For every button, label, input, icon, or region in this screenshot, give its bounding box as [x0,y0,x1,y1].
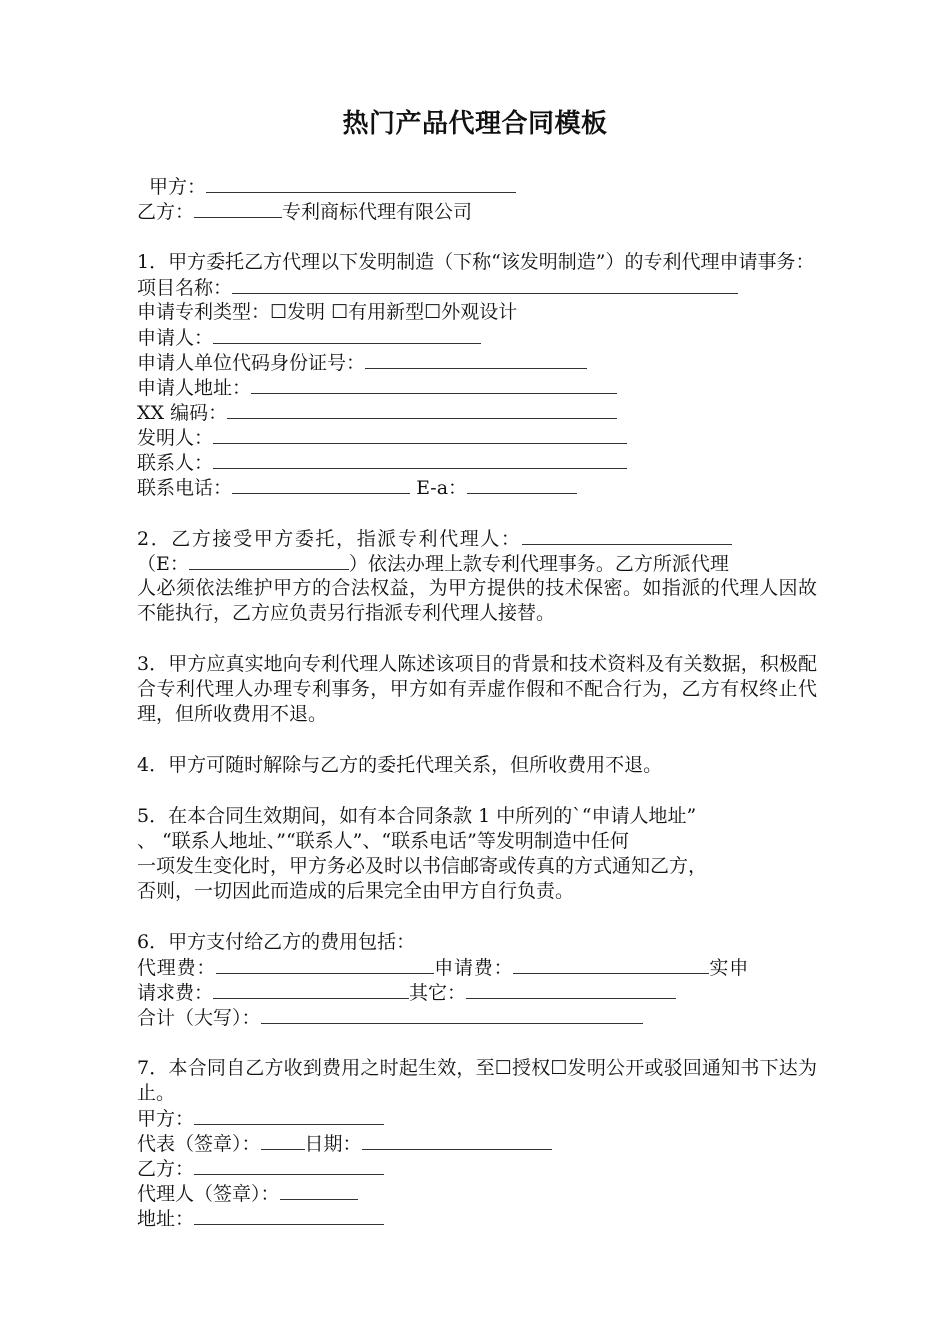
total-blank [261,1005,643,1024]
party-b-label: 乙方： [137,201,195,223]
applicant-line [137,325,817,350]
date-label: 日期： [304,1133,362,1155]
party-b-blank [194,199,282,218]
applicant-address-blank [251,375,617,394]
applicant-id-line [137,350,817,375]
contact-line [137,450,817,475]
rep-sign-line [137,1131,817,1156]
fees-line-1 [137,955,817,980]
document-title: 热门产品代理合同模板 [342,109,608,139]
sign-party-b-blank [194,1156,384,1175]
party-a-line [137,174,817,199]
party-a-label: 甲方： [149,176,207,198]
agent-email-blank [189,551,349,570]
clause-7-text: 7．本合同自乙方收到费用之时起生效，至☐授权☐发明公开或驳回通知书下达为止。 [137,1057,817,1104]
total-label: 合计（大写）： [137,1007,261,1029]
address-label: 地址： [137,1208,195,1230]
applicant-address-label: 申请人地址： [137,377,252,399]
project-name-blank [232,275,738,294]
clause-2-e-suffix: ）依法办理上款专利代理事务。乙方所派代理 [348,553,729,575]
agent-sign-label: 代理人（签章）： [137,1183,280,1205]
applicant-label: 申请人： [137,327,214,349]
rep-sign-blank [261,1131,305,1150]
total-line [137,1005,817,1030]
applicant-id-blank [365,350,587,369]
inventor-blank [213,425,627,444]
clause-2-rest: 人必须依法维护甲方的合法权益，为甲方提供的技术保密。如指派的代理人因故不能执行，乙方应负责另行指派专利代理人接替。 [137,577,817,624]
address-blank [194,1206,384,1225]
sign-party-a-blank [194,1106,384,1125]
agency-fee-label: 代理费： [137,957,217,979]
clause-5-line-1: 5．在本合同生效期间，如有本合同条款 1 中所列的`“申请人地址” [137,805,697,827]
opt-invention-checkbox[interactable]: ☐发明 [270,301,326,323]
clause-5-line-2: 、 “联系人地址、”“联系人”、“联系电话”等发明制造中任何 [137,830,629,852]
email-blank [467,475,577,494]
party-a-blank [206,174,516,193]
clause-1-text: 1．甲方委托乙方代理以下发明制造（下称“该发明制造”）的专利代理申请事务： [137,251,815,273]
other-fee-label: 其它： [409,982,467,1004]
phone-line [137,475,817,500]
clause-2-line-2 [137,551,817,576]
agency-fee-blank [216,955,434,974]
clause-5-line-4: 否则，一切因此而造成的后果完全由甲方自行负责。 [137,880,575,902]
applicant-blank [213,325,481,344]
agent-sign-blank [280,1181,358,1200]
clause-2-e-prefix: （E： [137,553,189,575]
phone-blank [232,475,410,494]
email-label: E-a： [416,477,468,499]
party-b-line [137,199,817,224]
address-line [137,1206,817,1231]
application-fee-label: 申请费： [434,957,514,979]
sign-party-a-line [137,1106,817,1131]
project-name-line [137,275,817,300]
project-name-label: 项目名称： [137,277,233,299]
fees-line-2 [137,980,817,1005]
contract-body [137,174,817,1231]
sign-party-b-label: 乙方： [137,1158,195,1180]
exam-fee-label-a: 实申 [709,957,750,979]
opt-design-checkbox[interactable]: ☐外观设计 [424,301,518,323]
phone-label: 联系电话： [137,477,233,499]
patent-type-line [137,300,817,325]
code-blank [227,400,617,419]
inventor-line [137,425,817,450]
applicant-address-line [137,375,817,400]
clause-6-text: 6．甲方支付给乙方的费用包括： [137,931,416,953]
agent-sign-line [137,1181,817,1206]
sign-party-b-line [137,1156,817,1181]
date-blank [362,1131,552,1150]
clause-2-intro: 2．乙方接受甲方委托，指派专利代理人： [137,528,522,550]
other-fee-blank [466,980,676,999]
opt-utility-checkbox[interactable]: ☐有用新型 [331,301,425,323]
patent-agent-blank [522,526,732,545]
clause-3-text: 3．甲方应真实地向专利代理人陈述该项目的背景和技术资料及有关数据，积极配合专利代理人办理专利事务，甲方如有弄虚作假和不配合行为，乙方有权终止代理，但所收费用不退。 [137,653,817,725]
rep-sign-label: 代表（签章）： [137,1133,261,1155]
contact-label: 联系人： [137,452,214,474]
contact-blank [213,450,627,469]
application-fee-blank [513,955,709,974]
clause-4-text: 4．甲方可随时解除与乙方的委托代理关系，但所收费用不退。 [137,754,663,776]
party-b-suffix: 专利商标代理有限公司 [282,201,473,223]
exam-fee-label-b: 请求费： [137,982,214,1004]
sign-party-a-label: 甲方： [137,1108,195,1130]
patent-type-label: 申请专利类型： [137,301,271,323]
exam-fee-blank [213,980,409,999]
clause-2-line-1 [137,526,817,551]
applicant-id-label: 申请人单位代码身份证号： [137,352,366,374]
code-line [137,400,817,425]
clause-5-line-3: 一项发生变化时，甲方务必及时以书信邮寄或传真的方式通知乙方， [137,855,708,877]
code-label: XX 编码： [137,402,228,424]
inventor-label: 发明人： [137,427,214,449]
